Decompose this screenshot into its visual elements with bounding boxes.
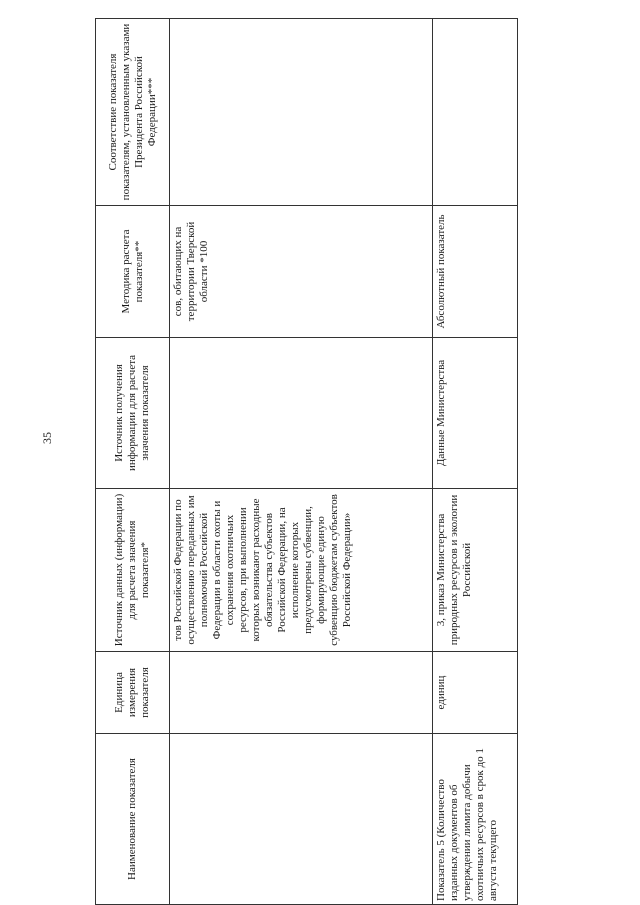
header-method: Методика расчета показателя** bbox=[96, 206, 170, 338]
page-number: 35 bbox=[40, 432, 54, 444]
cell-unit bbox=[170, 652, 433, 734]
cell-data-source: 3, приказ Министерства природных ресурсов и экологии Российской bbox=[433, 489, 518, 652]
cell-method: Абсолютный показатель bbox=[433, 206, 518, 338]
header-unit: Единица измерения показателя bbox=[96, 652, 170, 734]
cell-compliance bbox=[433, 19, 518, 206]
cell-data-source: тов Российской Федерации по осуществлению переданных им полномочий Российской Федерации в области охоты и сохранения охотничьих ресурсов, при выполнении которых возникают расходные обязательства субъектов Российской Федерации, на исполнение которых предусмотрены субвенции, формирующие единую субвенцию бюджетам субъектов Российской Федерации» bbox=[170, 489, 433, 652]
cell-name bbox=[170, 734, 433, 905]
cell-name: Показатель 5 (Количество изданных документов об утверждении лимита добычи охотничьих ресурсов в срок до 1 августа текущего bbox=[433, 734, 518, 905]
header-compliance: Соответствие показателя показателям, установленным указами Президента Российской Федерации*** bbox=[96, 19, 170, 206]
cell-info-source bbox=[170, 338, 433, 489]
cell-unit: единиц bbox=[433, 652, 518, 734]
cell-compliance bbox=[170, 19, 433, 206]
rotated-page bbox=[95, 23, 517, 905]
cell-method: сов, обитающих на территории Тверской области *100 bbox=[170, 206, 433, 338]
cell-info-source: Данные Министерства bbox=[433, 338, 518, 489]
table-row bbox=[433, 19, 518, 905]
header-row bbox=[96, 19, 170, 905]
header-name: Наименование показателя bbox=[96, 734, 170, 905]
header-info-source: Источник получения информации для расчета значения показателя bbox=[96, 338, 170, 489]
table-row bbox=[170, 19, 433, 905]
header-data-source: Источник данных (информации) для расчета значения показателя* bbox=[96, 489, 170, 652]
indicators-table bbox=[95, 18, 518, 905]
